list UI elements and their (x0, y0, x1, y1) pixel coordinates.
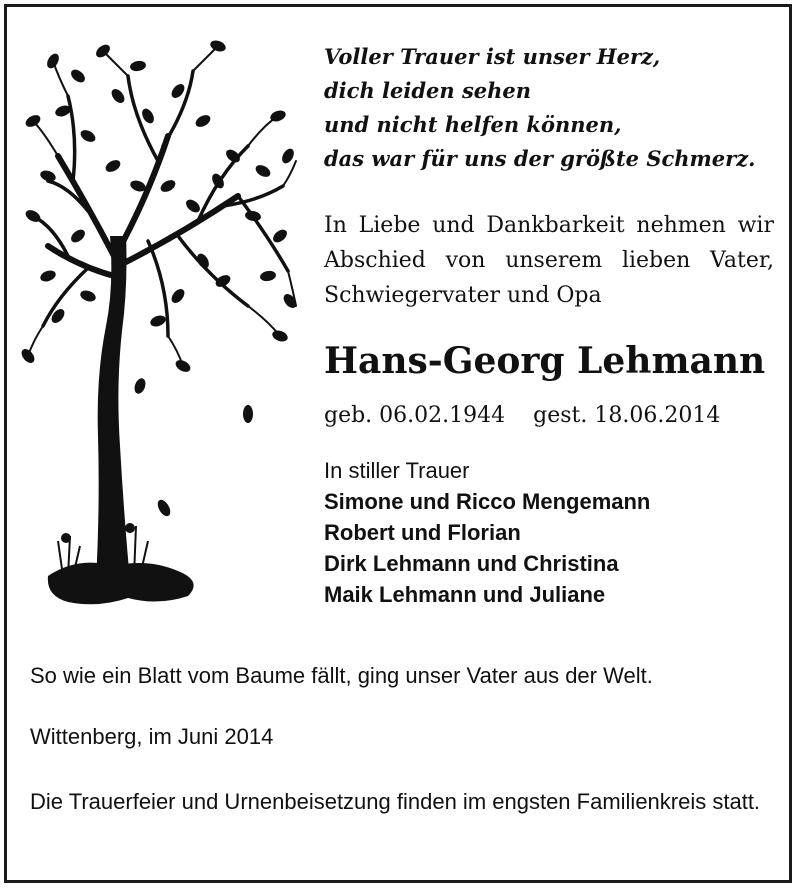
mourners (324, 455, 774, 610)
ceremony-note: Die Trauerfeier und Urnenbeisetzung finden im engsten Familienkreis statt. (30, 789, 761, 814)
poem-line: dich leiden sehen (324, 78, 532, 103)
death-date: gest. 18.06.2014 (533, 403, 721, 428)
mourners-intro: In stiller Trauer (324, 458, 470, 483)
main-text-column (324, 40, 774, 610)
poem-line: und nicht helfen können, (324, 112, 622, 137)
tree-silhouette-icon (18, 36, 298, 636)
mourner-family: Dirk Lehmann und Christina (324, 551, 619, 576)
deceased-name: Hans-Georg Lehmann (324, 340, 766, 382)
life-dates (324, 401, 774, 431)
mourner-family: Robert und Florian (324, 520, 521, 545)
mourner-family: Simone und Ricco Mengemann (324, 489, 651, 514)
poem-line: das war für uns der größte Schmerz. (324, 146, 756, 171)
place-date: Wittenberg, im Juni 2014 (30, 724, 274, 749)
farewell-intro: In Liebe und Dankbarkeit nehmen wir Abschied von unserem lieben Vater, Schwiegervater und Opa (324, 213, 774, 308)
mourner-family: Maik Lehmann und Juliane (324, 582, 606, 607)
leaf-quote: So wie ein Blatt vom Baume fällt, ging unser Vater aus der Welt. (30, 663, 653, 688)
poem (324, 40, 774, 176)
poem-line: Voller Trauer ist unser Herz, (324, 44, 661, 69)
birth-date: geb. 06.02.1944 (324, 403, 506, 428)
